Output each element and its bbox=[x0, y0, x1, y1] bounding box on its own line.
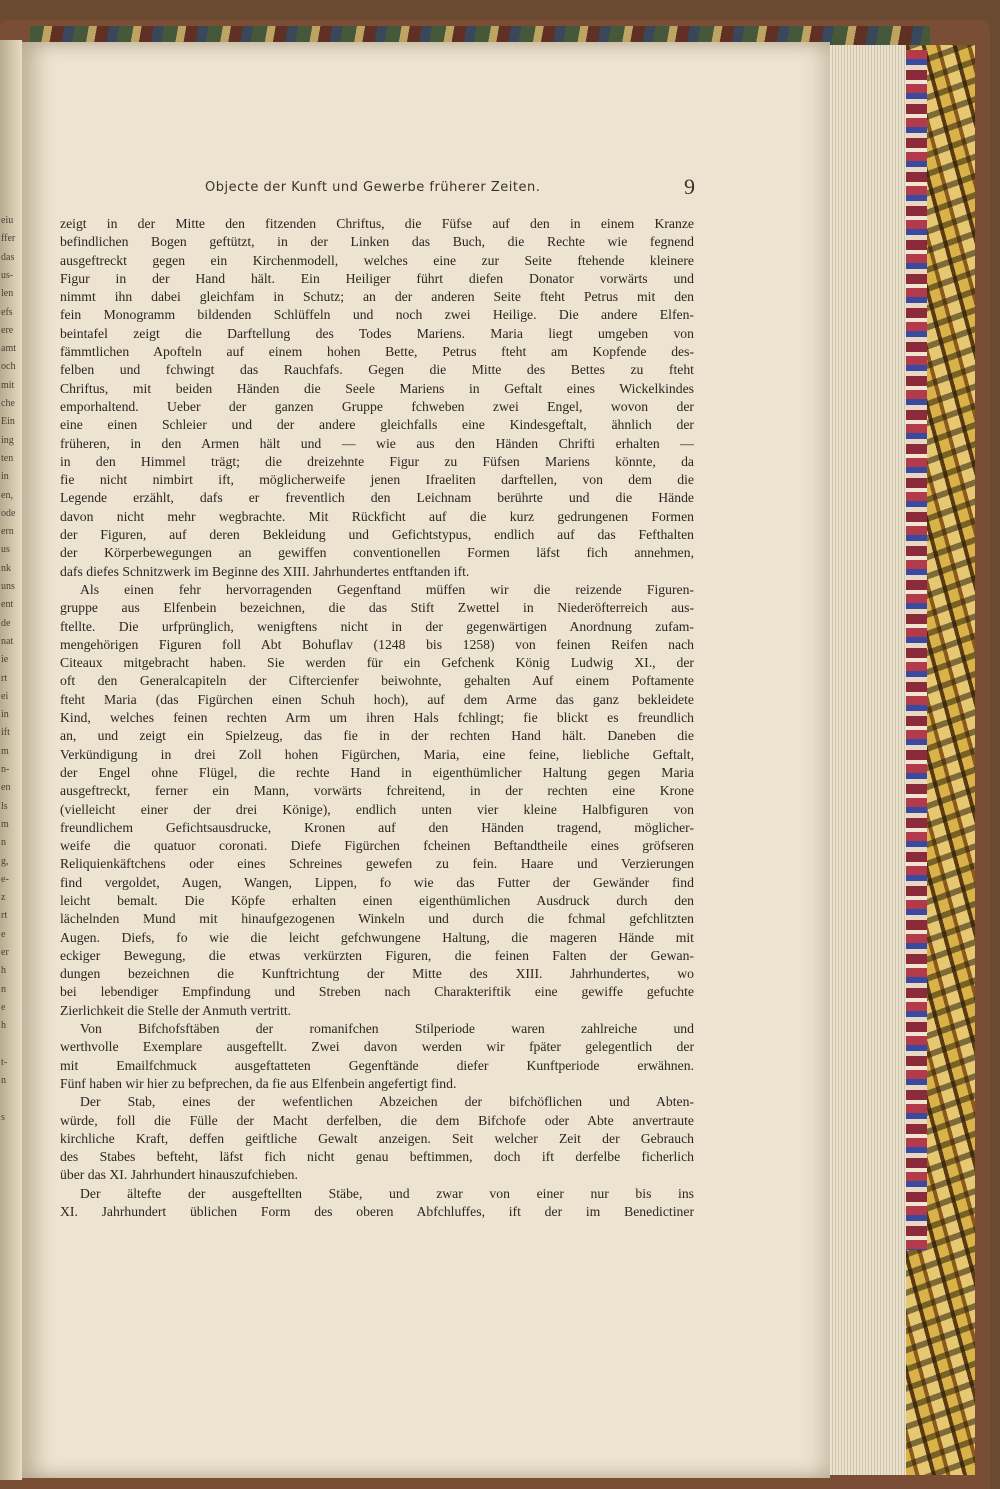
facing-page-fragment: eiu bbox=[1, 215, 14, 226]
facing-page-fragment: ing bbox=[1, 434, 14, 446]
facing-page-fragment: s bbox=[1, 1111, 5, 1123]
facing-page-fragment: och bbox=[1, 361, 16, 373]
facing-page-fragment: ei bbox=[1, 690, 9, 702]
text-line: beintafel zeigt die Darftellung des Todes Mariens. Maria liegt umgeben von bbox=[60, 325, 694, 341]
facing-page-fragment: uns bbox=[1, 581, 15, 592]
text-line: früheren, in den Armen hält und — wie aus den Händen Chrifti erhalten — bbox=[60, 435, 694, 451]
text-line: an, und zeigt ein Spielzeug, das fie in der rechten Hand hält. Daneben die bbox=[60, 728, 694, 744]
facing-page-fragment: efs bbox=[1, 306, 13, 318]
page-header bbox=[205, 174, 695, 204]
text-line: Als einen fehr hervorragenden Gegenftand müffen wir die reizende Figuren- bbox=[80, 581, 694, 597]
facing-page-fragment: nat bbox=[1, 635, 14, 647]
facing-page-fragment: ode bbox=[1, 507, 16, 519]
text-line: Legende erzählt, dafs er freventlich den Leichnam berührte und die Hände bbox=[60, 490, 694, 506]
facing-page-fragment: in bbox=[1, 471, 9, 483]
facing-page-fragment: en bbox=[1, 782, 11, 794]
facing-page-fragment: us- bbox=[1, 269, 14, 281]
facing-page-fragment: en, bbox=[1, 489, 13, 501]
facing-page-fragment: ie bbox=[1, 654, 9, 666]
text-line: dungen bezeichnen die Kunftrichtung der Mitte des XIII. Jahrhundertes, wo bbox=[60, 966, 694, 982]
facing-page-fragment: ffer bbox=[1, 233, 16, 245]
facing-page-fragment: in bbox=[1, 709, 9, 721]
text-line: zeigt in der Mitte den fitzenden Chriftus, die Füfse auf den in einem Kranze bbox=[60, 216, 694, 231]
facing-page-fragment: us bbox=[1, 544, 10, 556]
text-line: ftellte. Die urfprünglich, wenigftens nicht in der gegenwärtigen Anordnung zufam- bbox=[60, 618, 694, 634]
facing-page-fragment: t- bbox=[1, 1056, 8, 1068]
text-line: Kind, welches feinen rechten Arm um ihren Hals fchlingt; fie blickt es freundlich bbox=[60, 710, 694, 726]
text-line: oft den Generalcapiteln der Ciftercienfer beiwohnte, gehalten Auf einem Poftamente bbox=[60, 673, 694, 689]
text-line: der Figuren, auf deren Bekleidung und Gefichtstypus, endlich auf das Fefthalten bbox=[60, 527, 694, 543]
facing-page-fragment: rt bbox=[1, 910, 8, 922]
text-line: XI. Jahrhundert üblichen Form des oberen Abfchluffes, ift der im Benedictiner bbox=[60, 1204, 694, 1220]
facing-page-fragment: m bbox=[1, 818, 9, 830]
facing-page-fragment: er bbox=[1, 947, 9, 958]
text-line: Fünf haben wir hier zu befprechen, da fie aus Elfenbein angefertigt find. bbox=[60, 1075, 457, 1091]
text-line: würde, foll die Fülle der Macht derfelben, die dem Bifchofe oder Abte anvertraute bbox=[60, 1112, 694, 1128]
facing-page-fragment: ere bbox=[1, 324, 14, 336]
text-line: find vergoldet, Augen, Wangen, Lippen, fo wie das Futter der Gewänder find bbox=[60, 874, 694, 890]
facing-page-fragment: len bbox=[1, 288, 14, 300]
facing-page-fragment: e bbox=[1, 1001, 6, 1013]
text-line: davon nicht mehr wegbrachte. Mit Rückficht auf die kurz gedrungenen Formen bbox=[60, 508, 694, 524]
facing-page-fragment: nk bbox=[1, 562, 11, 574]
facing-page-fragment: g, bbox=[1, 855, 9, 867]
text-line: ausgeftreckt, ferner ein Mann, vorwärts fchreitend, in der rechten eine Krone bbox=[60, 783, 694, 799]
text-line: kirchliche Kraft, deffen geiftliche Gewalt anzeigen. Seit welcher Zeit der Gebrauch bbox=[60, 1130, 694, 1146]
facing-page-fragment: ls bbox=[1, 800, 8, 812]
text-line: lächelnden Mund mit hinaufgezogenen Winkeln und durch die fchmal gefchlitzten bbox=[60, 911, 694, 927]
body-text bbox=[60, 215, 694, 1221]
running-title: Objecte der Kunft und Gewerbe früherer Zeiten. bbox=[205, 180, 541, 195]
text-line: der Engel ohne Flügel, die rechte Hand in eigenthümlicher Haltung gegen Maria bbox=[60, 764, 694, 780]
text-line: werthvolle Exemplare ausgeftellt. Zwei davon werden wir fpäter gelegentlich der bbox=[60, 1039, 694, 1055]
page-number: 9 bbox=[684, 174, 695, 199]
facing-page-fragment: amt bbox=[1, 343, 16, 355]
text-line: fteht Maria (das Figürchen einen Schuh hoch), auf dem Arme das ganz bekleidete bbox=[60, 691, 694, 707]
text-line: mit Emailfchmuck ausgeftatteten Gegenftände diefer Kunftperiode erwähnen. bbox=[60, 1057, 694, 1073]
text-line: Verkündigung in drei Zoll hohen Figürchen, Maria, eine feine, liebliche Geftalt, bbox=[60, 746, 694, 762]
facing-page-fragment: n bbox=[1, 837, 6, 849]
text-line: eckiger Bewegung, die etwas verkürzten Figuren, die feinen Falten der Gewan- bbox=[60, 947, 694, 963]
marbled-endpaper-strip bbox=[905, 50, 927, 1250]
facing-page-fragment: che bbox=[1, 398, 15, 409]
text-line: der Körperbewegungen an gewiffen conventionellen Formen läfst fich annehmen, bbox=[60, 545, 694, 561]
text-line: Augen. Diefs, fo wie die leicht gefchwungene Haltung, die mageren Hände mit bbox=[60, 929, 694, 945]
text-line: emporhaltend. Ueber der ganzen Gruppe fchweben zwei Engel, wovon der bbox=[60, 398, 694, 414]
page-block-edges bbox=[826, 45, 906, 1475]
text-line: ausgeftreckt gegen ein Kirchenmodell, welches eine zur Seite ftehende kleinere bbox=[60, 252, 694, 268]
text-line: felben und fchwingt das Rauchfafs. Gegen die Mitte des Bettes zu fteht bbox=[60, 362, 694, 378]
facing-page-fragment: z bbox=[1, 892, 6, 904]
facing-page-fragment: ent bbox=[1, 599, 14, 611]
text-line: Der ältefte der ausgeftellten Stäbe, und zwar von einer nur bis ins bbox=[80, 1185, 694, 1201]
facing-page-fragment: ift bbox=[1, 727, 10, 739]
text-line: Zierlichkeit die Stelle der Anmuth vertritt. bbox=[60, 1002, 292, 1018]
text-line: in den Himmel trägt; die dreizehnte Figur zu Füfsen Mariens könnte, da bbox=[60, 453, 694, 469]
facing-page-fragment: n bbox=[1, 1075, 6, 1087]
text-line: Reliquienkäftchens oder eines Schreines gewefen zu fein. Haare und Verzierungen bbox=[60, 856, 694, 872]
text-line: Der Stab, eines der wefentlichen Abzeichen der bifchöflichen und Abten- bbox=[80, 1094, 694, 1110]
facing-page-fragment: de bbox=[1, 617, 11, 629]
text-line: des Stabes befteht, läfst fich nicht genau beftimmen, doch ift derfelbe ficherlich bbox=[60, 1149, 694, 1165]
text-line: Chriftus, mit beiden Händen die Seele Mariens in Geftalt eines Wickelkindes bbox=[60, 380, 694, 396]
facing-page-fragment: mit bbox=[1, 379, 15, 391]
text-line: mengehörigen Figuren foll Abt Bohuflav (1248 bis 1258) von feinen Reifen nach bbox=[60, 636, 694, 652]
facing-page-fragment: ten bbox=[1, 452, 14, 464]
text-line: fie nicht nimbirt ift, möglicherweife jenen Ifraeliten darftellen, von dem die bbox=[60, 472, 694, 488]
text-line: Citeaux mitgebracht haben. Sie werden für ein Gefchenk König Ludwig XI., der bbox=[60, 655, 694, 671]
facing-page-fragment: Ein bbox=[1, 416, 15, 428]
text-line: bei lebendiger Empfindung und Streben nach Charakteriftik eine gewiffe gefuchte bbox=[60, 984, 694, 1000]
facing-page-fragment: e- bbox=[1, 873, 9, 885]
facing-page-fragment: e bbox=[1, 928, 6, 940]
text-line: gruppe aus Elfenbein bezeichnen, die das Stift Zwettel in Niederöfterreich aus- bbox=[60, 600, 694, 616]
text-line: nimmt ihn dabei gleichfam in Schutz; an der anderen Seite fteht Petrus mit den bbox=[60, 289, 694, 305]
text-line: (vielleicht einer der drei Könige), endlich unten vier kleine Halbfiguren von bbox=[60, 801, 694, 817]
text-line: weife die quatuor coronati. Diefe Figürchen fcheinen Beftandtheile eines gröfseren bbox=[60, 838, 694, 854]
facing-page-edge bbox=[0, 40, 22, 1480]
text-line: Figur in der Hand hält. Ein Heiliger führt diefen Donator vorwärts und bbox=[60, 270, 694, 286]
facing-page-fragment: n bbox=[1, 983, 6, 995]
text-line: freundlichem Gefichtsausdrucke, Kronen auf den Händen tragend, möglicher- bbox=[60, 819, 694, 835]
facing-page-fragment: n- bbox=[1, 764, 10, 775]
facing-page-fragment: rt bbox=[1, 672, 8, 684]
text-line: über das XI. Jahrhundert hinauszufchieben. bbox=[60, 1167, 298, 1183]
text-line: dafs diefes Schnitzwerk im Beginne des XIII. Jahrhundertes entftanden ift. bbox=[60, 563, 470, 579]
text-line: leicht bemalt. Die Köpfe erhalten einen eigenthümlichen Ausdruck durch den bbox=[60, 892, 694, 908]
text-line: fein Monogramm bildenden Schlüffeln und noch zwei Heilige. Die andere Elfen- bbox=[60, 307, 694, 323]
text-line: befindlichen Bogen geftützt, in der Linken das Buch, die Rechte wie fegnend bbox=[60, 234, 694, 250]
text-line: Von Bifchofsftäben der romanifchen Stilperiode waren zahlreiche und bbox=[80, 1021, 694, 1037]
facing-page-fragment: h bbox=[1, 1020, 6, 1032]
facing-page-fragment: ern bbox=[1, 526, 14, 538]
text-line: eine einen Schleier und der andere gleichfalls eine Kindesgeftalt, ähnlich der bbox=[60, 417, 694, 433]
facing-page-fragment: h bbox=[1, 965, 6, 977]
facing-page-fragment: das bbox=[1, 251, 15, 263]
facing-page-fragment: m bbox=[1, 745, 9, 757]
text-line: fämmtlichen Apofteln auf einem hohen Bette, Petrus fteht am Kopfende des- bbox=[60, 344, 694, 360]
